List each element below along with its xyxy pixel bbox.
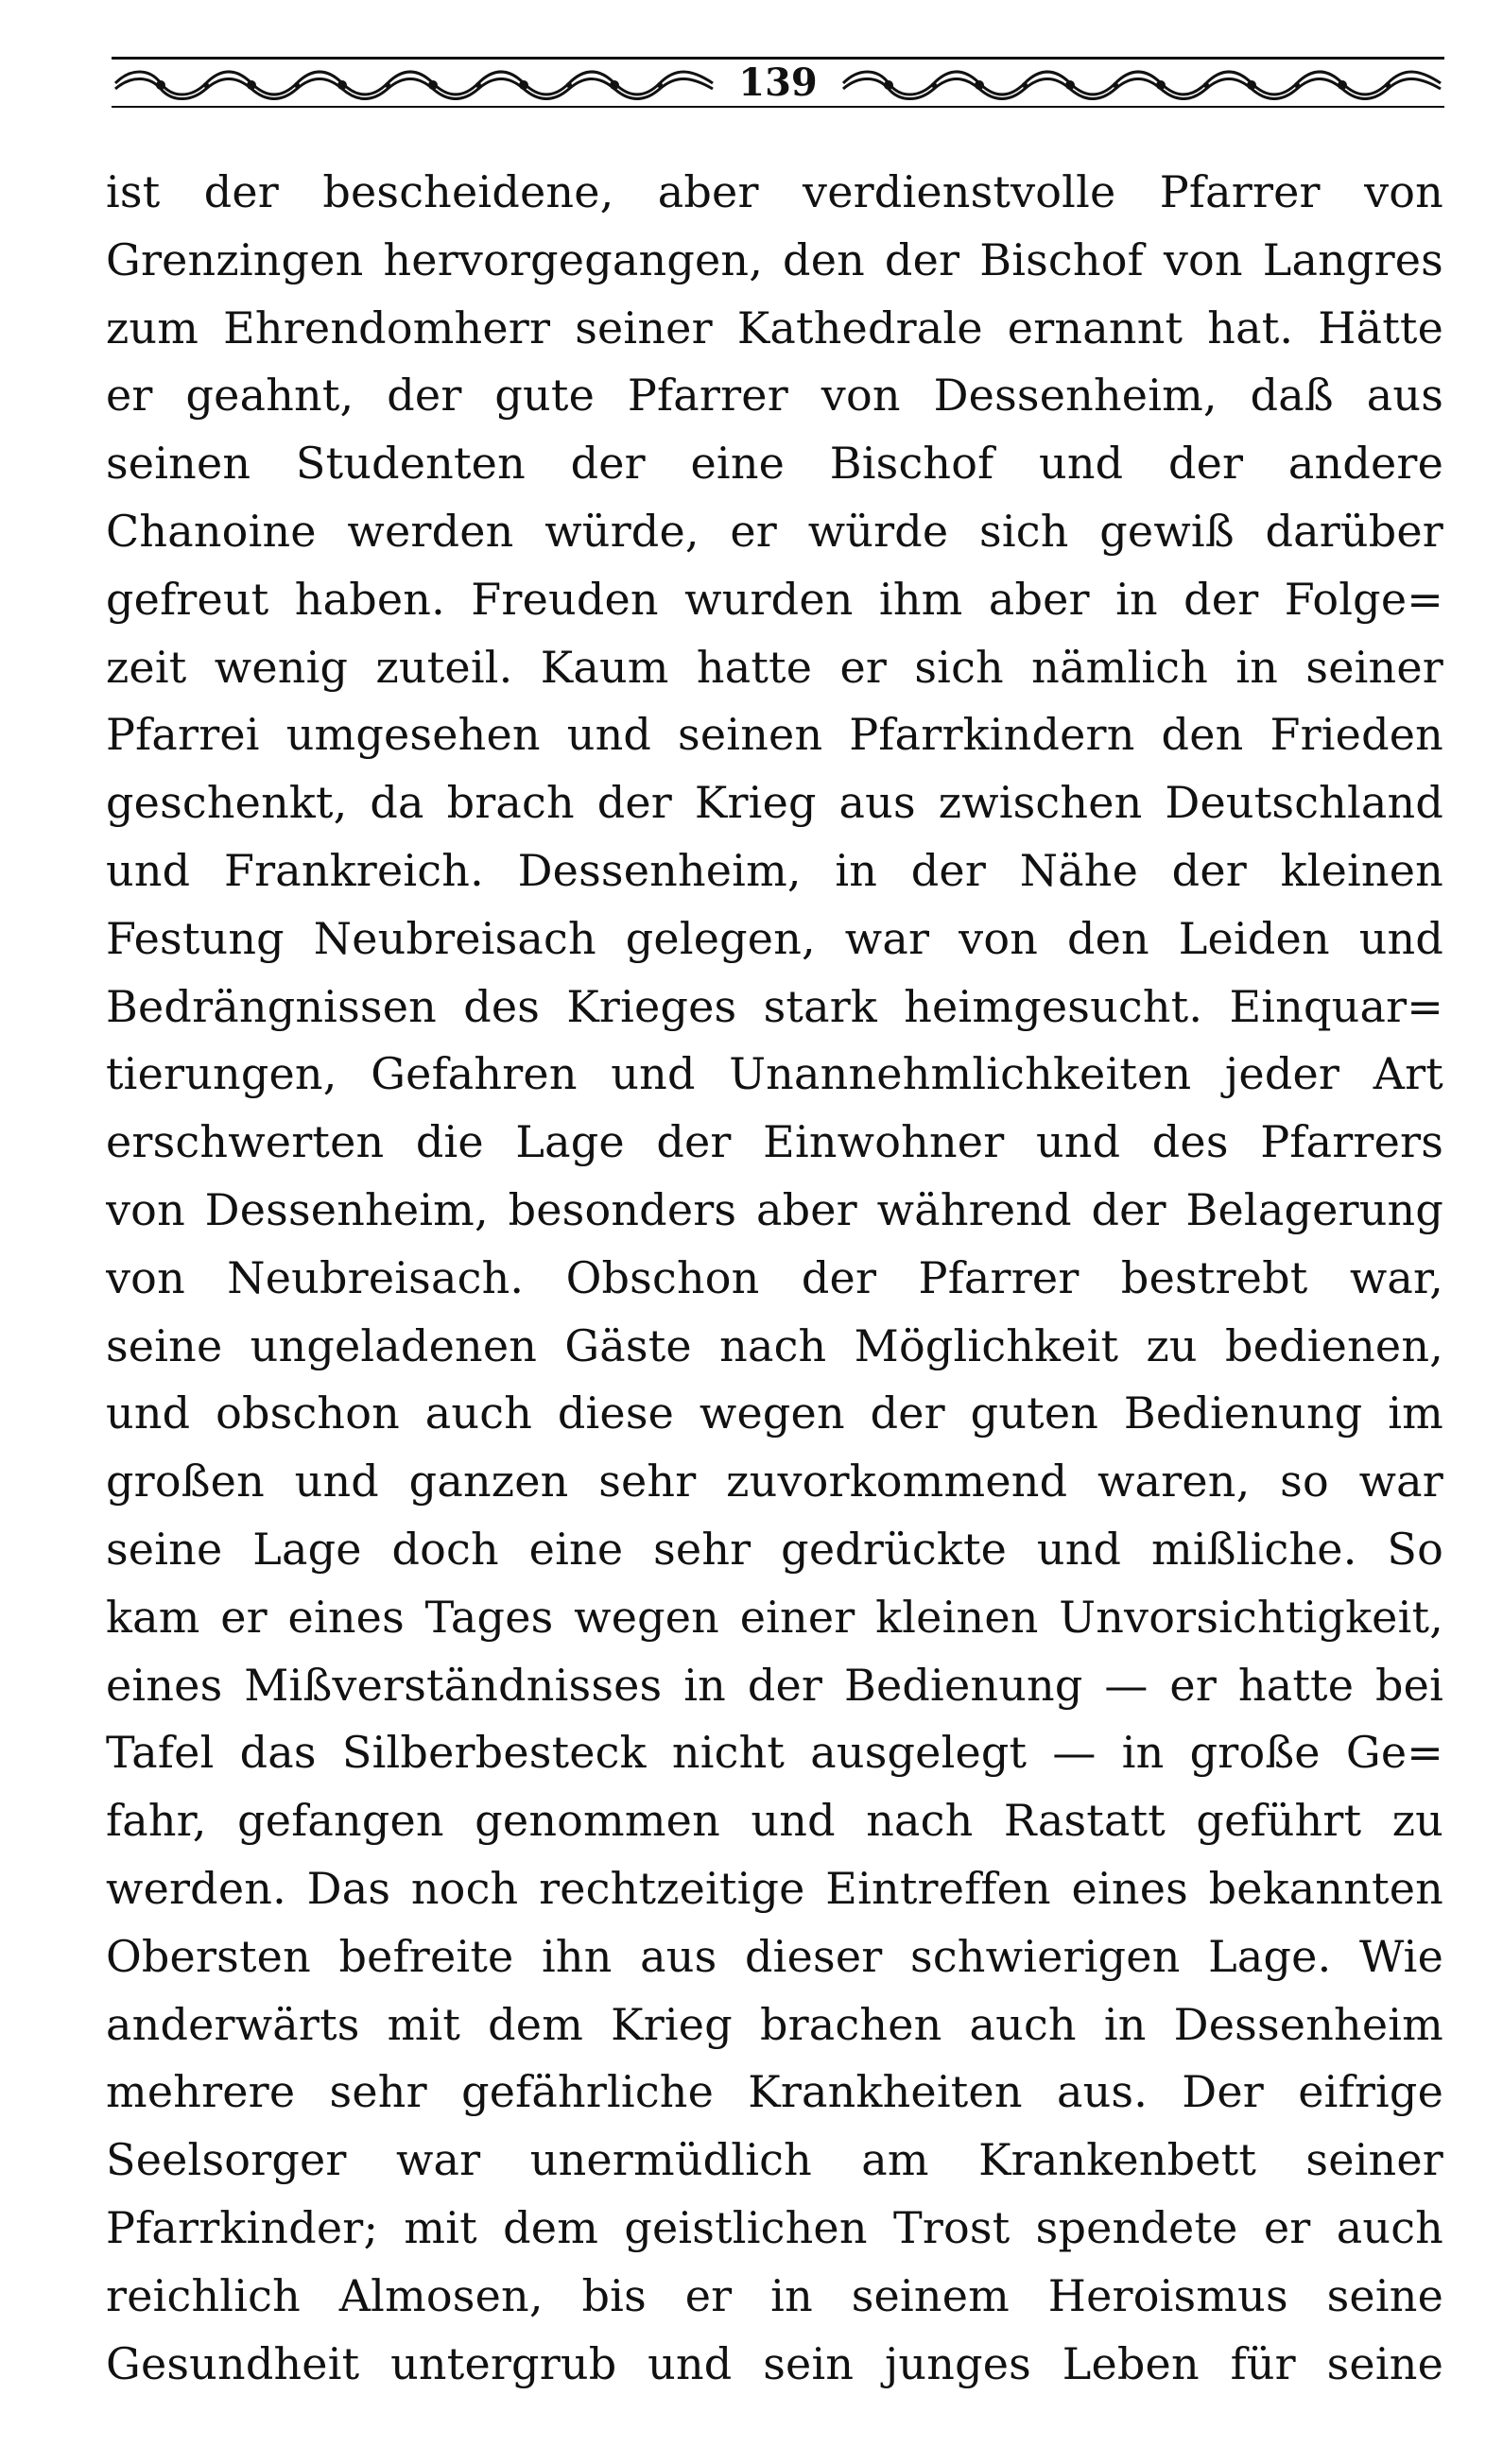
text-line: von Neubreisach. Obschon der Pfarrer bestrebt war, [106, 1251, 1443, 1303]
body-text [106, 159, 1443, 2398]
text-line: tierungen, Gefahren und Unannehmlichkeiten jeder Art [106, 1048, 1443, 1100]
text-line: seine ungeladenen Gäste nach Möglichkeit zu bedienen, [106, 1319, 1443, 1371]
text-line: Festung Neubreisach gelegen, war von den Leiden und [106, 912, 1443, 964]
text-line: eines Mißverständnisses in der Bedienung — er hatte bei [106, 1659, 1443, 1711]
page-number: 139 [738, 60, 818, 105]
text-line: und obschon auch diese wegen der guten Bedienung im [106, 1387, 1443, 1439]
text-line: gefreut haben. Freuden wurden ihm aber in der Folge= [106, 573, 1443, 625]
text-line: seinen Studenten der eine Bischof und der andere [106, 438, 1443, 490]
text-line: reichlich Almosen, bis er in seinem Heroismus seine [106, 2269, 1443, 2321]
text-line: geschenkt, da brach der Krieg aus zwischen Deutschland [106, 777, 1443, 829]
text-line: Grenzingen hervorgegangen, den der Bischof von Langres [106, 233, 1443, 285]
text-line: Tafel das Silberbesteck nicht ausgelegt — in große Ge= [106, 1727, 1443, 1779]
text-line: von Dessenheim, besonders aber während der Belagerung [106, 1183, 1443, 1235]
text-line: Pfarrei umgesehen und seinen Pfarrkindern den Frieden [106, 709, 1443, 761]
running-header [112, 49, 1444, 117]
text-line: anderwärts mit dem Krieg brachen auch in Dessenheim [106, 1998, 1443, 2050]
header-rule-bottom [112, 106, 1444, 108]
text-line: kam er eines Tages wegen einer kleinen Unvorsichtigkeit, [106, 1591, 1443, 1643]
text-line: Gesundheit untergrub und sein junges Leben für seine [106, 2337, 1443, 2389]
text-line: seine Lage doch eine sehr gedrückte und mißliche. So [106, 1523, 1443, 1575]
text-line: ist der bescheidene, aber verdienstvolle Pfarrer von [106, 166, 1443, 217]
text-line: fahr, gefangen genommen und nach Rastatt geführt zu [106, 1795, 1443, 1847]
ornament-right-icon [839, 66, 1444, 100]
text-line: zeit wenig zuteil. Kaum hatte er sich nämlich in seiner [106, 641, 1443, 693]
text-line: Obersten befreite ihn aus dieser schwierigen Lage. Wie [106, 1930, 1443, 1982]
text-line: er geahnt, der gute Pfarrer von Dessenheim, daß aus [106, 370, 1443, 422]
text-line: großen und ganzen sehr zuvorkommend waren, so war [106, 1456, 1443, 1508]
header-rule-top [112, 57, 1444, 60]
text-line: erschwerten die Lage der Einwohner und des Pfarrers [106, 1116, 1443, 1168]
text-line: und Frankreich. Dessenheim, in der Nähe der kleinen [106, 844, 1443, 896]
text-line: zum Ehrendomherr seiner Kathedrale ernannt hat. Hätte [106, 302, 1443, 353]
ornament-left-icon [112, 66, 717, 100]
text-line: mehrere sehr gefährliche Krankheiten aus. Der eifrige [106, 2066, 1443, 2118]
text-line: Seelsorger war unermüdlich am Krankenbett seiner [106, 2134, 1443, 2186]
text-line: werden. Das noch rechtzeitige Eintreffen eines bekannten [106, 1862, 1443, 1914]
text-line: Chanoine werden würde, er würde sich gewiß darüber [106, 505, 1443, 557]
text-line: Bedrängnissen des Krieges stark heimgesucht. Einquar= [106, 980, 1443, 1032]
text-line: Pfarrkinder; mit dem geistlichen Trost spendete er auch [106, 2201, 1443, 2253]
